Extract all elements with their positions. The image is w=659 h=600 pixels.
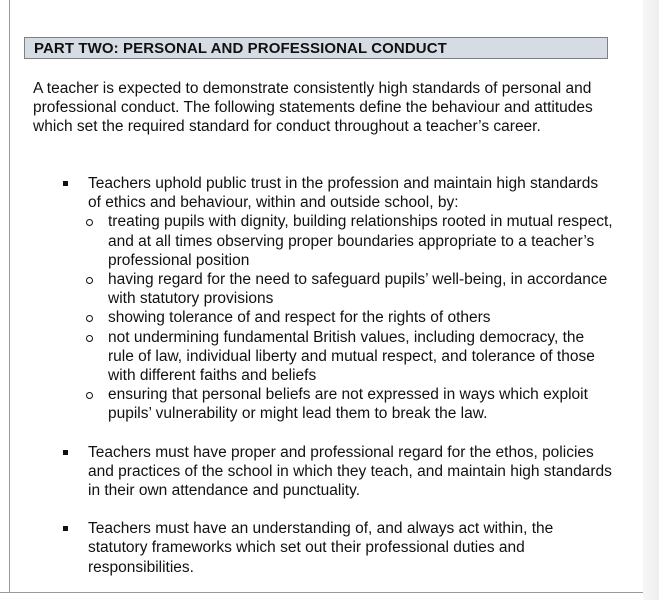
standard-text: Teachers uphold public trust in the profession and maintain high standards of ethics and behaviour, within and outside school, by: [88, 175, 599, 212]
sub-item-text: showing tolerance of and respect for the rights of others [108, 309, 491, 327]
circle-bullet-icon [86, 219, 93, 226]
sub-item [86, 328, 614, 386]
sub-item-text: ensuring that personal beliefs are not expressed in ways which exploit pupils’ vulnerability or might lead them to break the law. [108, 386, 588, 423]
sub-item-text: not undermining fundamental British values, including democracy, the rule of law, individual liberty and mutual respect, and tolerance of those with different faiths and beliefs [108, 328, 595, 385]
circle-bullet-icon [86, 277, 93, 284]
standard-subitems [86, 212, 614, 423]
sub-item [86, 308, 614, 327]
circle-bullet-icon [86, 335, 93, 342]
standards-list [24, 174, 614, 577]
circle-bullet-icon [86, 315, 93, 322]
square-bullet-icon [63, 450, 68, 455]
sub-item-text: having regard for the need to safeguard pupils’ well-being, in accordance with statutory provisions [108, 271, 608, 308]
circle-bullet-icon [86, 392, 93, 399]
sub-item-text: treating pupils with dignity, building relationships rooted in mutual respect, and at all times observing proper boundaries appropriate to a teacher’s professional position [108, 213, 613, 269]
page-left-border [9, 0, 10, 592]
standard-item-public-trust [24, 174, 614, 424]
sub-item [86, 212, 614, 270]
standard-item-statutory-frameworks [24, 519, 614, 577]
section-intro: A teacher is expected to demonstrate consistently high standards of personal and professional conduct. The following statements define the behaviour and attitudes which set the required standard for conduct throughout a teacher’s career. [33, 80, 593, 136]
square-bullet-icon [63, 526, 68, 531]
standard-text: Teachers must have proper and professional regard for the ethos, policies and practices of the school in which they teach, and maintain high standards in their own attendance and punctuality. [88, 443, 612, 500]
section-heading: PART TWO: PERSONAL AND PROFESSIONAL CONDUCT [24, 37, 608, 59]
page-edge-shadow [643, 0, 659, 600]
square-bullet-icon [63, 181, 68, 186]
standard-item-school-ethos [24, 443, 614, 501]
sub-item [86, 270, 614, 308]
standard-text: Teachers must have an understanding of, and always act within, the statutory frameworks which set out their professional duties and responsibilities. [88, 520, 554, 576]
page-bottom-border [0, 592, 643, 593]
sub-item [86, 385, 614, 423]
